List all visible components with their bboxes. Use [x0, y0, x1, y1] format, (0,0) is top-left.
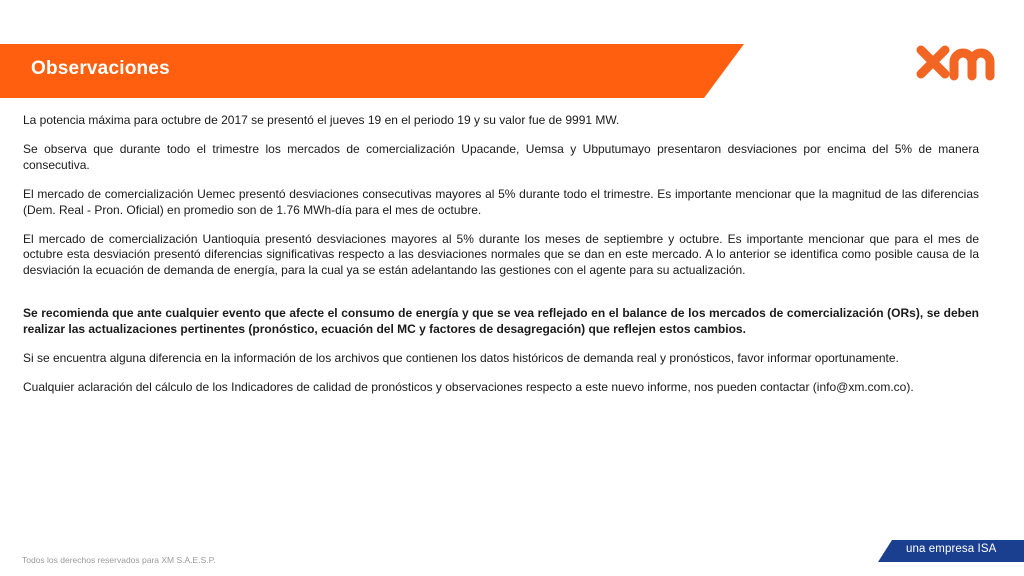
title-banner: [0, 44, 744, 98]
page-title: Observaciones: [31, 58, 170, 79]
paragraph-peak-power: La potencia máxima para octubre de 2017 se presentó el jueves 19 en el periodo 19 y su valor fue de 9991 MW.: [23, 113, 620, 127]
paragraph-recommendation: Se recomienda que ante cualquier evento que afecte el consumo de energía y que se vea reflejado en el balance de los mercados de comercialización (ORs), se deben realizar las actualizaciones pertinentes (pronóstico, ecuación del MC y factores de desagregación) que reflejen estos cambios.: [23, 306, 979, 336]
paragraph-deviations-trimester: Se observa que durante todo el trimestre los mercados de comercialización Upacande, Uemsa y Ubputumayo presentaron desviaciones por encima del 5% de manera consecutiva.: [23, 142, 979, 172]
xm-logo-icon: [914, 40, 1010, 100]
paragraph-uemec: El mercado de comercialización Uemec presentó desviaciones consecutivas mayores al 5% durante todo el trimestre. Es importante mencionar que la magnitud de las diferencias (Dem. Real - Pron. Oficial) en promedio son de 1.76 MWh-día para el mes de octubre.: [23, 187, 979, 217]
paragraph-uantioquia: El mercado de comercialización Uantioquia presentó desviaciones mayores al 5% durante los meses de septiembre y octubre. Es importante mencionar que para el mes de octubre esta desviación presentó diferencias significativas respecto a las desviaciones normales que se dan en este mercado. A lo anterior se identifica como posible causa de la desviación la ecuación de demanda de energía, para la cual ya se están adelantando las gestiones con el agente para su actualización.: [23, 232, 979, 277]
observations-body: [23, 113, 979, 410]
paragraph-differences: Si se encuentra alguna diferencia en la información de los archivos que contienen los datos históricos de demanda real y pronósticos, favor informar oportunamente.: [23, 351, 899, 366]
copyright-footer: Todos los derechos reservados para XM S.A.E.S.P.: [22, 555, 216, 565]
paragraph-contact: Cualquier aclaración del cálculo de los Indicadores de calidad de pronósticos y observaciones respecto a este nuevo informe, nos pueden contactar (info@xm.com.co).: [23, 380, 914, 395]
xm-logo: [914, 40, 1010, 100]
isa-tagline: una empresa ISA: [906, 543, 997, 555]
